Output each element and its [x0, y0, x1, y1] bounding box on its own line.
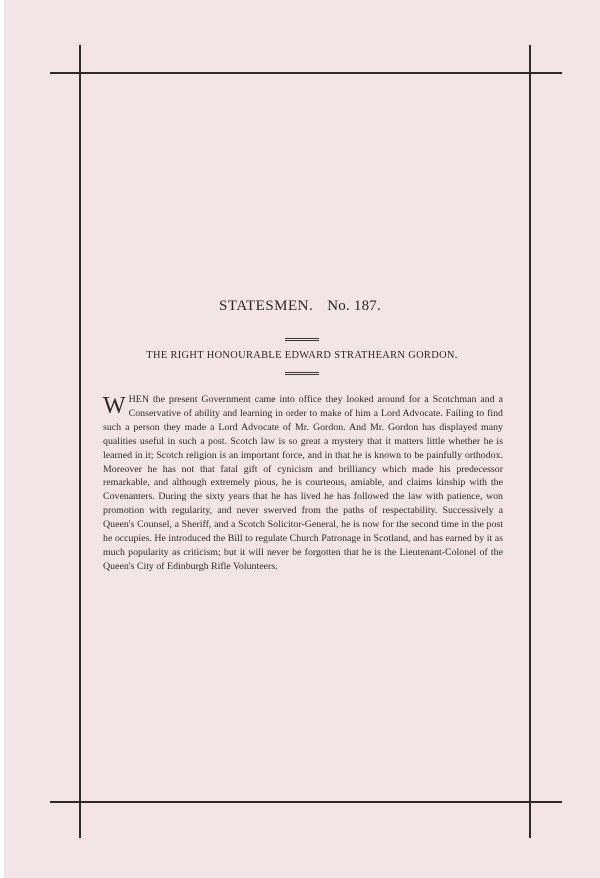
subtitle: THE RIGHT HONOURABLE EDWARD STRATHEARN GORDON. [146, 350, 458, 361]
issue-number: No. 187. [327, 298, 381, 314]
page-title [0, 298, 600, 315]
subtitle-divider [285, 372, 319, 375]
frame-rule-top [50, 72, 562, 74]
section-title: STATESMEN. [219, 298, 314, 314]
frame-rule-right [529, 45, 531, 838]
frame-rule-bottom [50, 801, 562, 803]
article-body [103, 393, 503, 574]
frame-rule-left [79, 45, 81, 838]
title-divider [285, 338, 319, 341]
drop-cap: W [103, 393, 126, 419]
article-text: HEN the present Government came into office they looked around for a Scotchman and a Conservative of ability and learning in order to make of him a Lord Advocate. Failing to find such a person they made a Lord Advocate of Mr. Gordon. And Mr. Gordon has displayed many qualities useful in such a post. Scotch law is so great a mystery that it matters little whether he is learned in it; Scotch religion is an important force, and in that he is known to be painfully orthodox. Moreover he has not that fatal gift of cynicism and brilliancy which made his predecessor remarkable, and although extremely pious, he is courteous, amiable, and claims kinship with the Covenanters. During the sixty years that he has lived he has followed the law with patience, won promotion with regularity, and never swerved from the paths of respectability. Successively a Queen's Counsel, a Sheriff, and a Scotch Solicitor-General, he is now for the second time in the post he occupies. He introduced the Bill to regulate Church Patronage in Scotland, and has earned by it as much popularity as criticism; but it will never be forgotten that he is the Lieutenant-Colonel of the Queen's City of Edinburgh Rifle Volunteers. [103, 394, 503, 572]
